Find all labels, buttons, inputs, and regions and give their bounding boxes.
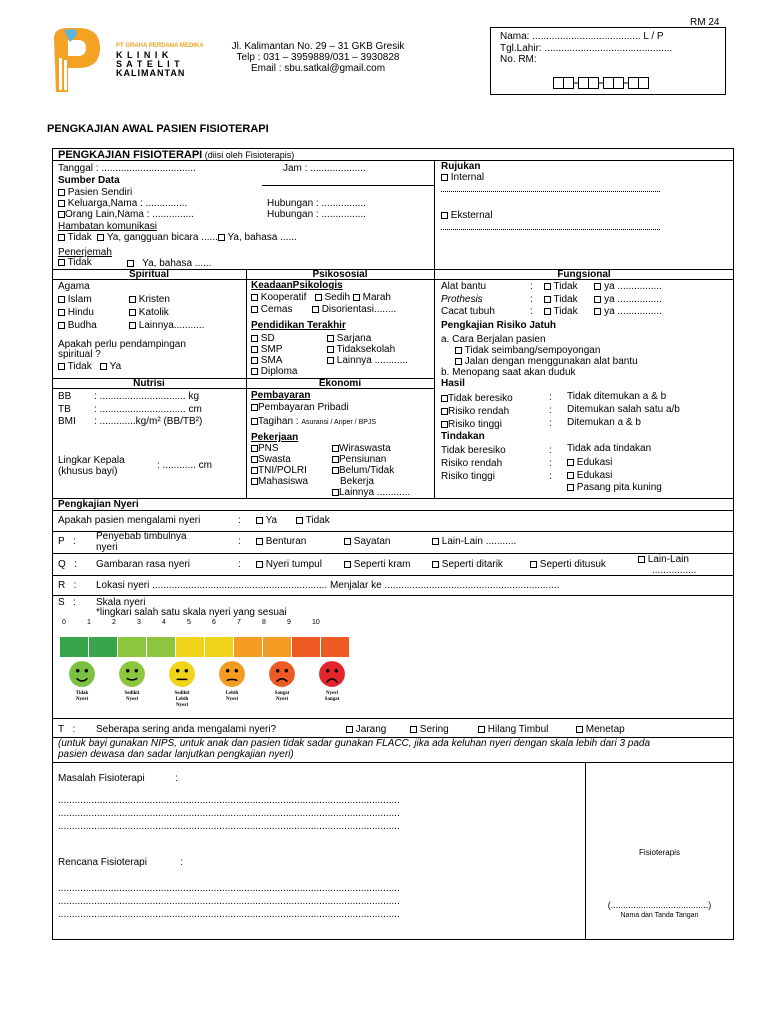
tindakan-3-colon: :: [549, 471, 552, 482]
scale-number[interactable]: 4: [162, 619, 166, 626]
rencana-line-1[interactable]: ...........................................................................................................................: [58, 883, 400, 894]
pend-diploma[interactable]: Diploma: [251, 366, 297, 377]
tindakan-3-value-2[interactable]: Pasang pita kuning: [567, 482, 662, 493]
nyeri-note-2: pasien dewasa dan sadar lanjutkan pengkajian nyeri): [58, 749, 294, 760]
checkbox-icon[interactable]: [251, 404, 258, 411]
checkbox-icon[interactable]: [58, 259, 65, 266]
checkbox-icon[interactable]: [332, 467, 339, 474]
kerja-bekerja: Bekerja: [340, 476, 374, 487]
tindakan-3-value[interactable]: Edukasi: [567, 470, 612, 481]
hasil-3[interactable]: Risiko tinggi: [441, 419, 502, 430]
checkbox-icon[interactable]: [251, 368, 258, 375]
scale-segment: [263, 637, 292, 657]
kerja-pns[interactable]: PNS: [251, 443, 279, 454]
pain-scale-bar: [60, 637, 350, 657]
tindakan-3: Risiko tinggi: [441, 471, 495, 482]
masalah-line-2[interactable]: ...........................................................................................................................: [58, 808, 400, 819]
checkbox-icon[interactable]: [432, 561, 439, 568]
agama-budha[interactable]: Budha: [58, 320, 97, 331]
company-name: PT GRAHA PERDANA MEDIKA: [116, 43, 204, 49]
scale-number[interactable]: 6: [212, 619, 216, 626]
clinic-name-2: S A T E L I T: [116, 59, 181, 69]
agama-hindu[interactable]: Hindu: [58, 307, 94, 318]
nyeri-q1-colon: :: [238, 515, 241, 526]
face-label: Sangat: [324, 697, 340, 702]
scale-number[interactable]: 8: [262, 619, 266, 626]
pend-sd[interactable]: SD: [251, 333, 275, 344]
masalah-line-3[interactable]: ...........................................................................................................................: [58, 821, 400, 832]
p-lain[interactable]: Lain-Lain ...........: [432, 536, 516, 547]
checkbox-icon[interactable]: [129, 309, 136, 316]
checkbox-icon[interactable]: [251, 294, 258, 301]
checkbox-icon[interactable]: [256, 538, 263, 545]
checkbox-icon[interactable]: [251, 478, 258, 485]
checkbox-icon[interactable]: [594, 308, 601, 315]
rm-code: RM 24: [690, 17, 720, 28]
checkbox-icon[interactable]: [441, 174, 448, 181]
option-orang-lain[interactable]: Orang Lain,Nama : ...............: [58, 209, 194, 220]
hasil-1-value: Tidak ditemukan a & b: [567, 391, 667, 402]
face-label: Tidak: [75, 691, 89, 696]
jam-field[interactable]: Jam : ....................: [283, 163, 366, 174]
risiko-b: b. Menopang saat akan duduk: [441, 367, 576, 378]
face-icon[interactable]: [60, 660, 104, 703]
t-jarang[interactable]: Jarang: [346, 724, 386, 735]
lingkar-label-2: (khusus bayi): [58, 466, 118, 477]
p-colon: :: [238, 536, 241, 547]
prothesis-options[interactable]: : Tidak ya ................: [530, 294, 662, 305]
s-label-1: Skala nyeri: [96, 597, 146, 608]
p-letter: P :: [58, 536, 76, 547]
alat-bantu-label: Alat bantu: [441, 281, 487, 292]
face-icon[interactable]: [160, 660, 204, 709]
signature-line[interactable]: (.......................................): [607, 900, 712, 910]
cacat-label: Cacat tubuh: [441, 306, 495, 317]
scale-segment: [176, 637, 205, 657]
hubungan-1[interactable]: Hubungan : ................: [267, 198, 366, 209]
checkbox-icon[interactable]: [344, 561, 351, 568]
scale-segment: [321, 637, 350, 657]
fisioterapis-label: Fisioterapis: [639, 848, 680, 857]
checkbox-icon[interactable]: [58, 322, 65, 329]
keadaan-title: KeadaanPsikologis: [251, 280, 343, 291]
checkbox-icon[interactable]: [58, 234, 65, 241]
checkbox-icon[interactable]: [594, 296, 601, 303]
psikososial-title: Psikososial: [312, 269, 368, 280]
pembayaran-pribadi[interactable]: Pembayaran Pribadi: [251, 402, 349, 413]
p-benturan[interactable]: Benturan: [256, 536, 306, 547]
kerja-pensiunan[interactable]: Pensiunan: [332, 454, 386, 465]
s-label-2: *lingkari salah satu skala nyeri yang sesuai: [96, 607, 287, 618]
face-label: Nyeri: [76, 697, 88, 702]
checkbox-icon[interactable]: [327, 335, 334, 342]
checkbox-icon[interactable]: [441, 421, 448, 428]
scale-number[interactable]: 9: [287, 619, 291, 626]
checkbox-icon[interactable]: [441, 212, 448, 219]
scale-segment: [89, 637, 118, 657]
pend-sarjana[interactable]: Sarjana: [327, 333, 371, 344]
signature-caption: Nama dan Tanda Tangan: [620, 912, 699, 919]
checkbox-icon[interactable]: [344, 538, 351, 545]
patient-rm: No. RM:: [500, 54, 537, 65]
checkbox-icon[interactable]: [58, 363, 65, 370]
face-label: Nyeri: [226, 697, 238, 702]
risiko-a1[interactable]: Tidak seimbang/sempoyongan: [455, 345, 600, 356]
q-lain-dots: ................: [652, 565, 697, 576]
scale-number[interactable]: 5: [187, 619, 191, 626]
checkbox-icon[interactable]: [567, 459, 574, 466]
q-kram[interactable]: Seperti kram: [344, 559, 410, 570]
rm-boxes-icon: [553, 77, 693, 91]
hasil-3-colon: :: [549, 418, 552, 429]
patient-dob: Tgl.Lahir: ..............................................: [500, 43, 673, 54]
nyeri-question: Apakah pasien mengalami nyeri: [58, 515, 201, 526]
lingkar-label-1: Lingkar Kepala: [58, 455, 125, 466]
face-label: Sedikit: [174, 691, 190, 696]
hasil-1[interactable]: Tidak beresiko: [441, 393, 513, 404]
cacat-options[interactable]: : Tidak ya ................: [530, 306, 662, 317]
checkbox-icon[interactable]: [410, 726, 417, 733]
scale-number[interactable]: 10: [312, 619, 320, 626]
pend-smp[interactable]: SMP: [251, 344, 282, 355]
q-lain[interactable]: Lain-Lain: [638, 554, 689, 565]
address-line-1: Jl. Kalimantan No. 29 – 31 GKB Gresik: [231, 41, 405, 52]
pembayaran-tagihan[interactable]: Tagihan : Asuransi / Anper / BPJS: [251, 416, 376, 427]
checkbox-icon[interactable]: [478, 726, 485, 733]
section-header: [58, 149, 294, 161]
checkbox-icon[interactable]: [251, 357, 258, 364]
checkbox-icon[interactable]: [129, 296, 136, 303]
pendampingan-q1: Apakah perlu pendampingan: [58, 339, 186, 350]
pembayaran-title: Pembayaran: [251, 390, 311, 401]
checkbox-icon[interactable]: [327, 357, 334, 364]
checkbox-icon[interactable]: [58, 211, 65, 218]
alat-bantu-options[interactable]: : Tidak ya ................: [530, 281, 662, 292]
face-icon[interactable]: [210, 660, 254, 703]
pendampingan-options[interactable]: Tidak Ya: [58, 361, 121, 372]
prothesis-label: Prothesis: [441, 294, 483, 305]
address-line-3: Email : sbu.satkal@gmail.com: [250, 63, 386, 74]
scale-segment: [118, 637, 147, 657]
hasil-2-value: Ditemukan salah satu a/b: [567, 404, 680, 415]
tanggal-field[interactable]: Tanggal : ..................................: [58, 163, 196, 174]
checkbox-icon[interactable]: [251, 418, 258, 425]
face-label: Nyeri: [126, 697, 138, 702]
sumber-data-title: Sumber Data: [58, 175, 120, 186]
hasil-2-colon: :: [549, 405, 552, 416]
rm-number-boxes[interactable]: [553, 77, 693, 94]
penerjemah-title: Penerjemah: [58, 247, 112, 258]
checkbox-icon[interactable]: [455, 358, 462, 365]
face-label: Lebih: [225, 691, 239, 696]
penerjemah-ya[interactable]: Ya, bahasa ......: [127, 258, 211, 269]
pend-tidaksekolah[interactable]: Tidaksekolah: [327, 344, 395, 355]
patient-name: Nama: ....................................... L / P: [500, 31, 664, 42]
p-label-2: nyeri: [96, 542, 118, 553]
scale-segment: [234, 637, 263, 657]
kerja-belum[interactable]: Belum/Tidak: [332, 465, 394, 476]
section-title: PENGKAJIAN FISIOTERAPI: [58, 149, 203, 161]
checkbox-icon[interactable]: [315, 294, 322, 301]
q-colon: :: [238, 559, 241, 570]
scale-number[interactable]: 3: [137, 619, 141, 626]
kerja-swasta[interactable]: Swasta: [251, 454, 291, 465]
checkbox-icon[interactable]: [256, 517, 263, 524]
kerja-lainnya[interactable]: Lainnya ............: [332, 487, 410, 498]
tindakan-1: Tidak beresiko: [441, 445, 506, 456]
scale-number[interactable]: 2: [112, 619, 116, 626]
psiko-row-1[interactable]: Kooperatif Sedih Marah: [251, 292, 391, 303]
fungsional-title: Fungsional: [557, 269, 611, 280]
checkbox-icon[interactable]: [256, 561, 263, 568]
t-hilang[interactable]: Hilang Timbul: [478, 724, 548, 735]
bmi-label: BMI: [58, 416, 76, 427]
checkbox-icon[interactable]: [567, 472, 574, 479]
checkbox-icon[interactable]: [251, 445, 258, 452]
checkbox-icon[interactable]: [218, 234, 225, 241]
face-icon[interactable]: [260, 660, 304, 703]
hambatan-title: Hambatan komunikasi: [58, 221, 157, 232]
face-label: Lebih: [175, 697, 189, 702]
face-label: Nyeri: [276, 697, 288, 702]
option-keluarga[interactable]: Keluarga,Nama : ...............: [58, 198, 187, 209]
t-sering[interactable]: Sering: [410, 724, 449, 735]
penerjemah-tidak[interactable]: Tidak: [58, 257, 92, 268]
face-label: Sedikit: [124, 691, 140, 696]
hasil-2[interactable]: Risiko rendah: [441, 406, 509, 417]
kerja-tni[interactable]: TNI/POLRI: [251, 465, 307, 476]
kerja-wiraswasta[interactable]: Wiraswasta: [332, 443, 391, 454]
r-letter: R :: [58, 580, 77, 591]
pend-lainnya[interactable]: Lainnya ............: [327, 355, 408, 366]
hasil-3-value: Ditemukan a & b: [567, 417, 641, 428]
checkbox-icon[interactable]: [129, 322, 136, 329]
scale-segment: [60, 637, 89, 657]
checkbox-icon[interactable]: [251, 467, 258, 474]
rencana-line-2[interactable]: ...........................................................................................................................: [58, 896, 400, 907]
nyeri-tidak[interactable]: Tidak: [296, 515, 330, 526]
checkbox-icon[interactable]: [455, 347, 462, 354]
face-label: Sangat: [274, 691, 290, 696]
checkbox-icon[interactable]: [346, 726, 353, 733]
checkbox-icon[interactable]: [251, 456, 258, 463]
tindakan-1-colon: :: [549, 445, 552, 456]
hasil-title: Hasil: [441, 378, 465, 389]
spiritual-title: Spiritual: [128, 269, 169, 280]
logo-mark-icon: [48, 28, 104, 96]
checkbox-icon[interactable]: [312, 306, 319, 313]
rujukan-title: Rujukan: [441, 161, 481, 172]
scale-number[interactable]: 7: [237, 619, 241, 626]
risiko-a2[interactable]: Jalan dengan menggunakan alat bantu: [455, 356, 638, 367]
checkbox-icon[interactable]: [58, 296, 65, 303]
agama-kristen[interactable]: Kristen: [129, 294, 170, 305]
checkbox-icon[interactable]: [544, 308, 551, 315]
agama-katolik[interactable]: Katolik: [129, 307, 169, 318]
q-ditarik[interactable]: Seperti ditarik: [432, 559, 503, 570]
pendampingan-q2: spiritual ?: [58, 349, 101, 360]
pendidikan-title: Pendidikan Terakhir: [251, 320, 346, 331]
checkbox-icon[interactable]: [567, 484, 574, 491]
checkbox-icon[interactable]: [638, 556, 645, 563]
checkbox-icon[interactable]: [251, 335, 258, 342]
option-pasien-sendiri[interactable]: Pasien Sendiri: [58, 187, 132, 198]
agama-islam[interactable]: Islam: [58, 294, 92, 305]
tindakan-2-colon: :: [549, 458, 552, 469]
agama-label: Agama: [58, 281, 90, 292]
tindakan-2-value[interactable]: Edukasi: [567, 457, 612, 468]
rencana-label: Rencana Fisioterapi :: [58, 857, 184, 868]
rujukan-eksternal[interactable]: Eksternal: [441, 210, 492, 221]
scale-number[interactable]: 0: [62, 619, 66, 626]
scale-segment: [292, 637, 321, 657]
logo: [48, 28, 104, 96]
checkbox-icon[interactable]: [544, 283, 551, 290]
t-menetap[interactable]: Menetap: [576, 724, 625, 735]
tb-field[interactable]: : ............................... cm: [94, 404, 202, 415]
checkbox-icon[interactable]: [127, 260, 134, 267]
face-label: Nyeri: [326, 691, 338, 696]
checkbox-icon[interactable]: [594, 283, 601, 290]
checkbox-icon[interactable]: [251, 306, 258, 313]
bb-field[interactable]: : ............................... kg: [94, 391, 200, 402]
form-title: PENGKAJIAN AWAL PASIEN FISIOTERAPI: [47, 123, 269, 135]
nyeri-note-1: (untuk bayi gunakan NIPS, untuk anak dan pasien tidak sadar gunakan FLACC, jika ada keluhan nyeri dengan skala lebih dari 3 pada: [58, 738, 651, 749]
tb-label: TB: [58, 404, 71, 415]
checkbox-icon[interactable]: [530, 561, 537, 568]
bb-label: BB: [58, 391, 72, 402]
bmi-field[interactable]: : .............kg/m² (BB/TB²): [94, 416, 203, 427]
q-tumpul[interactable]: Nyeri tumpul: [256, 559, 322, 570]
hambatan-options[interactable]: Tidak Ya, gangguan bicara ...... Ya, bahasa ......: [58, 232, 297, 243]
t-label: Seberapa sering anda mengalami nyeri?: [96, 724, 277, 735]
pekerjaan-title: Pekerjaan: [251, 432, 299, 443]
risiko-a: a. Cara Berjalan pasien: [441, 334, 546, 345]
clinic-address: [218, 41, 418, 74]
hubungan-2[interactable]: Hubungan : ................: [267, 209, 366, 220]
checkbox-icon[interactable]: [332, 456, 339, 463]
checkbox-icon[interactable]: [100, 363, 107, 370]
checkbox-icon[interactable]: [58, 200, 65, 207]
kerja-mahasiswa[interactable]: Mahasiswa: [251, 476, 308, 487]
masalah-label: Masalah Fisioterapi :: [58, 773, 179, 784]
s-letter: S :: [58, 597, 76, 608]
hasil-1-colon: :: [549, 392, 552, 403]
scale-segment: [147, 637, 176, 657]
checkbox-icon[interactable]: [296, 517, 303, 524]
section-note: (diisi oleh Fisioterapis): [202, 150, 295, 160]
checkbox-icon[interactable]: [441, 395, 448, 402]
psiko-row-2[interactable]: Cemas Disorientasi........: [251, 304, 396, 315]
checkbox-icon[interactable]: [441, 408, 448, 415]
pend-sma[interactable]: SMA: [251, 355, 282, 366]
checkbox-icon[interactable]: [353, 294, 360, 301]
scale-number[interactable]: 1: [87, 619, 91, 626]
nyeri-ya[interactable]: Ya: [256, 515, 277, 526]
r-label[interactable]: Lokasi nyeri ............................................................... Menjalar ke ...............................................................: [96, 580, 560, 591]
checkbox-icon[interactable]: [58, 189, 65, 196]
checkbox-icon[interactable]: [58, 309, 65, 316]
face-icon[interactable]: [310, 660, 354, 703]
nutrisi-title: Nutrisi: [133, 378, 165, 389]
tindakan-2: Risiko rendah: [441, 458, 503, 469]
pain-scale-numbers: [60, 619, 350, 629]
lingkar-field[interactable]: : ............ cm: [157, 460, 213, 471]
checkbox-icon[interactable]: [97, 234, 104, 241]
q-label: Gambaran rasa nyeri: [96, 559, 190, 570]
p-sayatan[interactable]: Sayatan: [344, 536, 390, 547]
masalah-line-1[interactable]: ...........................................................................................................................: [58, 795, 400, 806]
face-icon[interactable]: [110, 660, 154, 703]
t-letter: T :: [58, 724, 76, 735]
checkbox-icon[interactable]: [327, 346, 334, 353]
q-letter: Q :: [58, 559, 77, 570]
checkbox-icon[interactable]: [544, 296, 551, 303]
q-ditusuk[interactable]: Seperti ditusuk: [530, 559, 606, 570]
rujukan-internal[interactable]: Internal: [441, 172, 484, 183]
clinic-name-3: KALIMANTAN: [116, 68, 186, 78]
checkbox-icon[interactable]: [576, 726, 583, 733]
address-line-2: Telp : 031 – 3959889/031 – 3930828: [236, 52, 400, 63]
ekonomi-title: Ekonomi: [318, 378, 362, 389]
agama-lainnya[interactable]: Lainnya...........: [129, 320, 204, 331]
risiko-jatuh-title: Pengkajian Risiko Jatuh: [441, 320, 557, 331]
tindakan-title: Tindakan: [441, 431, 485, 442]
clinic-name-1: K L I N I K: [116, 50, 170, 60]
nyeri-title: Pengkajian Nyeri: [58, 499, 139, 510]
p-label-1: Penyebab timbulnya: [96, 531, 187, 542]
checkbox-icon[interactable]: [251, 346, 258, 353]
checkbox-icon[interactable]: [432, 538, 439, 545]
pain-scale-faces: [60, 660, 370, 710]
rencana-line-3[interactable]: ...........................................................................................................................: [58, 909, 400, 920]
tindakan-1-value: Tidak ada tindakan: [567, 443, 652, 454]
checkbox-icon[interactable]: [332, 445, 339, 452]
face-label: Nyeri: [176, 703, 188, 708]
scale-segment: [205, 637, 234, 657]
checkbox-icon[interactable]: [332, 489, 339, 496]
